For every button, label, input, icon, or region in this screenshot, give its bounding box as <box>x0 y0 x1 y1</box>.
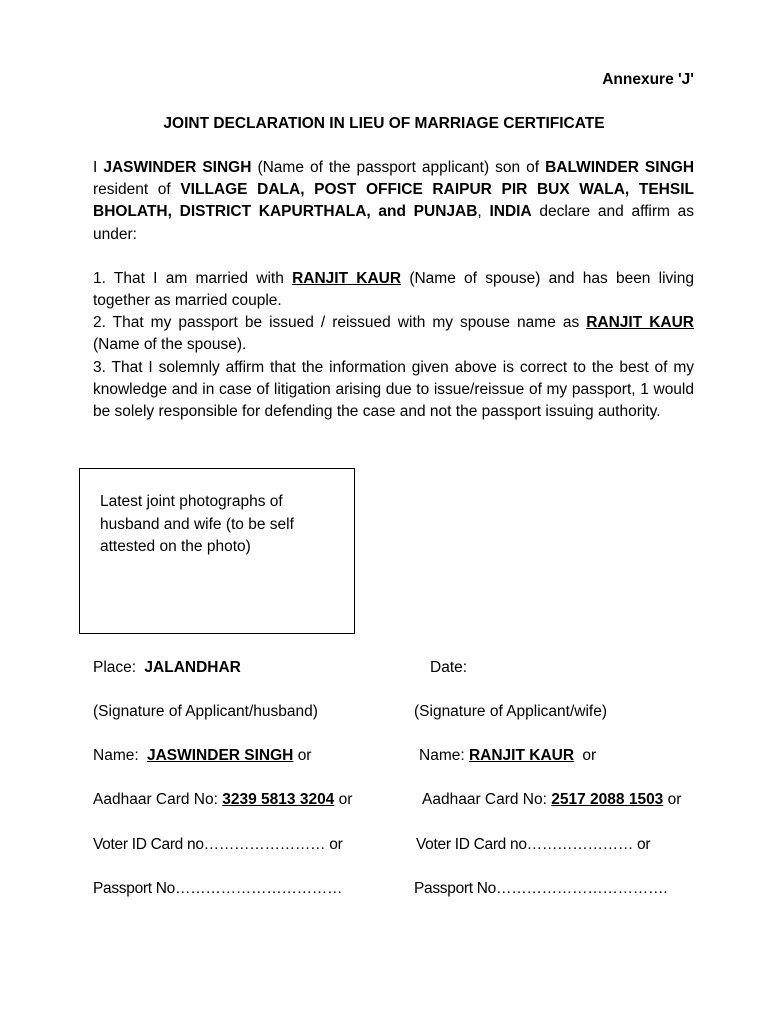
signature-husband: (Signature of Applicant/husband) <box>93 703 318 720</box>
name-or: or <box>297 747 312 764</box>
place-line <box>93 658 241 678</box>
applicant-name: JASWINDER SINGH <box>103 159 252 176</box>
name-label: Name: <box>93 747 139 764</box>
husband-aadhaar: 3239 5813 3204 <box>222 791 335 808</box>
annexure-label: Annexure 'J' <box>602 71 694 88</box>
point-2 <box>93 312 694 356</box>
point-1-text-b: (Name of spouse) and has been living together as married couple. <box>93 270 694 310</box>
aadhaar-or: or <box>667 791 682 808</box>
aadhaar-label: Aadhaar Card No: <box>93 791 218 808</box>
document-title: JOINT DECLARATION IN LIEU OF MARRIAGE CERTIFICATE <box>163 115 605 132</box>
intro-text-3: declare and affirm as under: <box>93 203 694 243</box>
point-1-text-a: 1. That I am married with <box>93 270 284 287</box>
address: VILLAGE DALA, POST OFFICE RAIPUR PIR BUX WALA, TEHSIL BHOLATH, DISTRICT KAPURTHALA, and PUNJAB <box>93 181 694 221</box>
point-3: 3. That I solemnly affirm that the information given above is correct to the best of my knowledge and in case of litigation arising due to issue/reissue of my passport, 1 would be solely responsible for defending the case and not the passport issuing authority. <box>93 359 694 421</box>
aadhaar-label: Aadhaar Card No: <box>422 791 547 808</box>
place-label: Place: <box>93 659 137 676</box>
wife-name: RANJIT KAUR <box>468 747 575 764</box>
voter-id-husband: Voter ID Card no…………………… or <box>93 836 343 853</box>
name-or: or <box>582 747 597 764</box>
place-value: JALANDHAR <box>144 659 241 676</box>
husband-name: JASWINDER SINGH <box>146 747 294 764</box>
point-2-text-a: 2. That my passport be issued / reissued with my spouse name as <box>93 314 580 331</box>
point-1-spouse-name: RANJIT KAUR <box>292 270 402 287</box>
name-husband-line <box>93 746 311 766</box>
intro-text-1: (Name of the passport applicant) son of <box>257 159 540 176</box>
passport-wife: Passport No……………………………. <box>414 880 668 897</box>
aadhaar-wife-line <box>422 790 681 810</box>
intro-paragraph <box>93 157 694 246</box>
pronoun: I <box>93 159 98 176</box>
comma: , <box>477 203 482 221</box>
point-2-spouse-name: RANJIT KAUR <box>586 314 694 331</box>
signature-wife: (Signature of Applicant/wife) <box>414 703 607 720</box>
wife-aadhaar: 2517 2088 1503 <box>551 791 664 808</box>
voter-id-wife: Voter ID Card no………………… or <box>416 836 651 853</box>
date-label: Date: <box>430 659 468 676</box>
father-name: BALWINDER SINGH <box>545 159 695 176</box>
name-wife-line <box>419 746 596 766</box>
point-1 <box>93 268 694 312</box>
point-2-text-b: (Name of the spouse). <box>93 336 247 354</box>
photo-box-text: Latest joint photographs of husband and wife (to be self attested on the photo) <box>100 493 294 555</box>
country: INDIA <box>489 203 532 221</box>
photo-box <box>79 468 355 634</box>
name-label: Name: <box>419 747 465 764</box>
intro-text-2: resident of <box>93 181 171 199</box>
aadhaar-husband-line <box>93 790 352 810</box>
passport-husband: Passport No…………………………… <box>93 880 343 897</box>
aadhaar-or: or <box>338 791 353 808</box>
